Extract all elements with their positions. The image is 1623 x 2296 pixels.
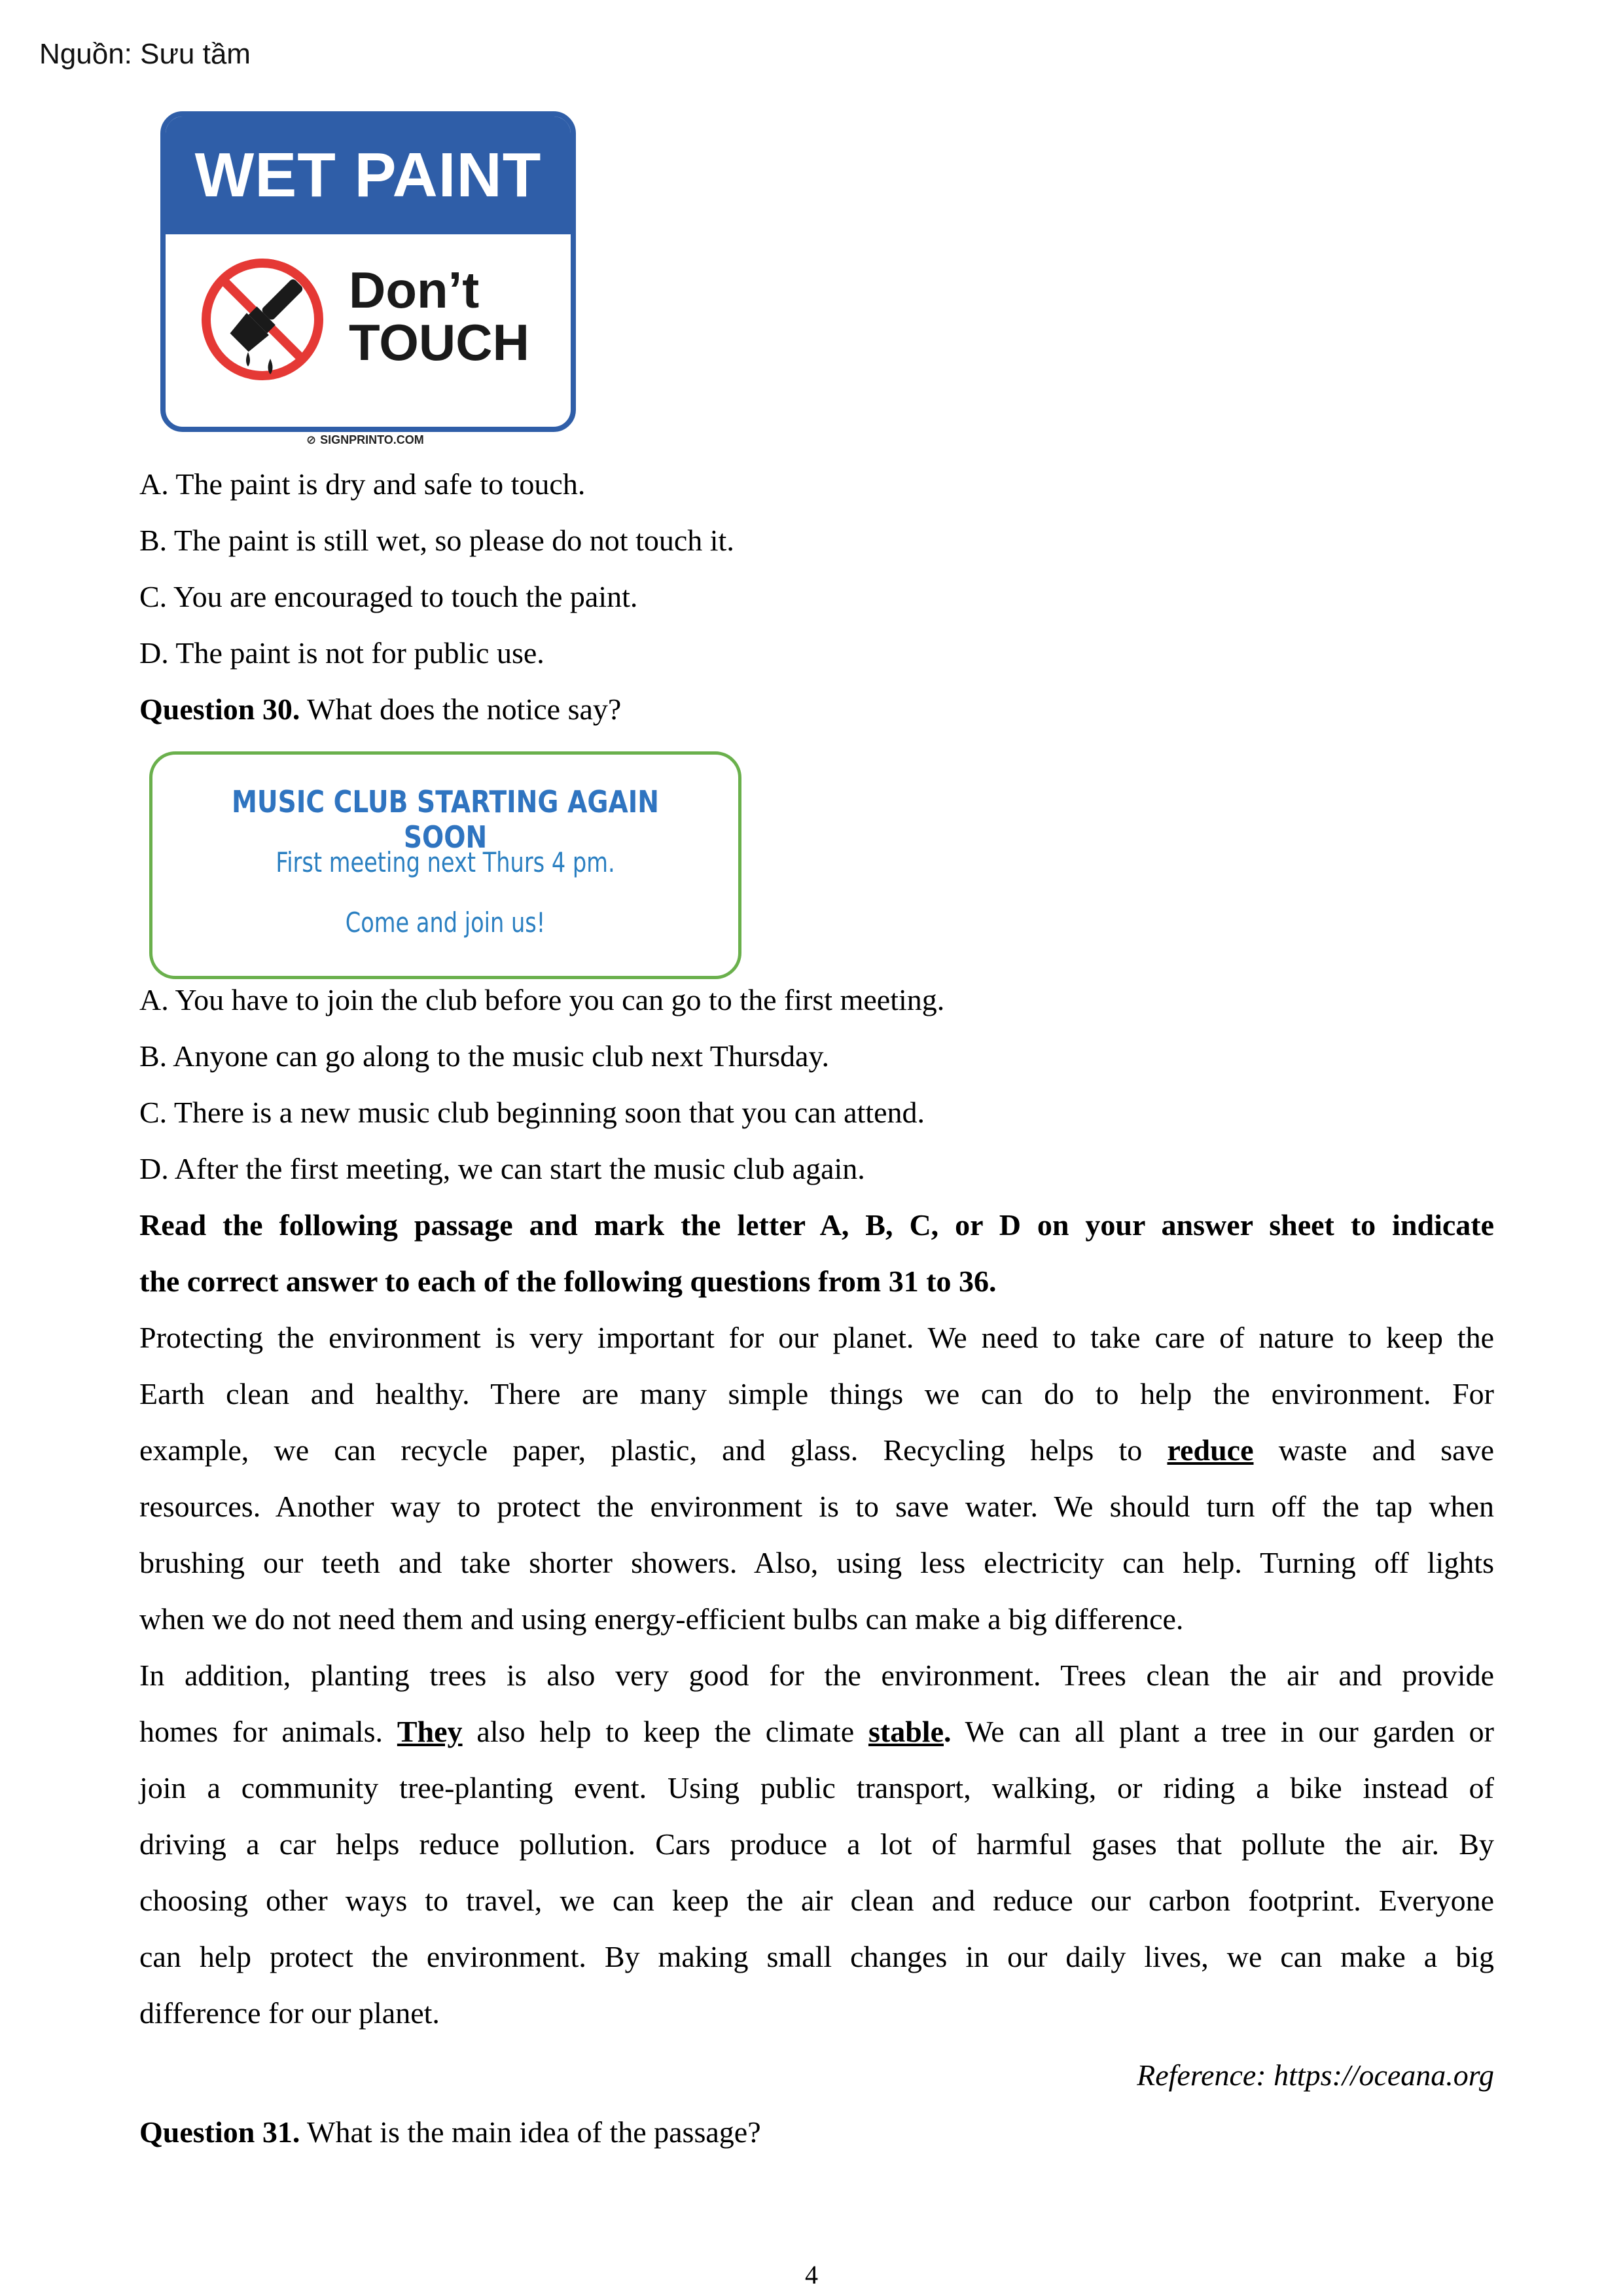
page-number: 4 [805,2260,818,2289]
sign-credit-text: SIGNPRINTO.COM [320,433,424,446]
underlined-word-they: They [397,1715,463,1748]
passage-p1-line-2: Earth clean and healthy. There are many simple things we can do to help the environment. For [139,1377,1494,1410]
passage-p2-line-2c: We can all plant a tree in our garden or [951,1715,1495,1748]
passage-p2-line-6: can help protect the environment. By making small changes in our daily lives, we can make a big [139,1940,1494,1973]
passage-p2-line-3: join a community tree-planting event. Using public transport, walking, or riding a bike instead of [139,1771,1494,1804]
q29-option-b: B. The paint is still wet, so please do not touch it. [139,524,734,557]
underlined-word-reduce: reduce [1167,1433,1254,1467]
passage-p1-line-5: brushing our teeth and take shorter showers. Also, using less electricity can help. Turning off lights [139,1546,1494,1579]
question-30-text: What does the notice say? [300,692,622,726]
music-club-notice [149,751,741,979]
question-30-label: Question 30. [139,692,300,726]
q29-option-a: A. The paint is dry and safe to touch. [139,467,586,501]
link-icon: ⊘ [306,433,317,446]
q30-option-d: D. After the first meeting, we can start the music club again. [139,1152,865,1185]
no-touch-paintbrush-icon [197,254,328,385]
passage-p1-line-1: Protecting the environment is very important for our planet. We need to take care of nature to keep the [139,1321,1494,1354]
passage-p2-line-2b: also help to keep the climate [462,1715,868,1748]
question-31-text: What is the main idea of the passage? [300,2115,761,2149]
passage-p1-line-6: when we do not need them and using energy-efficient bulbs can make a big difference. [139,1602,1184,1636]
q30-option-a: A. You have to join the club before you can go to the first meeting. [139,983,945,1016]
sign-line-2: TOUCH [349,314,529,371]
passage-p1-line-3b: waste and save [1253,1433,1495,1467]
question-31 [139,2114,1494,2151]
instruction-text-2: the correct answer to each of the following questions from 31 to 36. [139,1265,997,1298]
passage-p1-line-3 [139,1432,1494,1469]
passage-p2-line-5: choosing other ways to travel, we can keep the air clean and reduce our carbon footprint. Everyone [139,1884,1494,1917]
question-30 [139,691,1494,728]
q30-option-c: C. There is a new music club beginning soon that you can attend. [139,1096,925,1129]
passage-p2-line-4: driving a car helps reduce pollution. Cars produce a lot of harmful gases that pollute the air. By [139,1827,1494,1861]
passage-p1-line-3a: example, we can recycle paper, plastic, and glass. Recycling helps to [139,1433,1168,1467]
sign-message [349,261,529,371]
notice-line-2: First meeting next Thurs 4 pm. [276,846,615,878]
source-note: Nguồn: Sưu tầm [39,38,251,70]
reference: Reference: https://oceana.org [1137,2058,1494,2092]
notice-title: MUSIC CLUB STARTING AGAIN SOON [231,784,659,855]
question-31-label: Question 31. [139,2115,300,2149]
instruction-line-1 [139,1207,1494,1244]
underlined-word-stable: stable [868,1715,944,1748]
sign-title: WET PAINT [166,117,571,234]
stable-period: . [943,1715,952,1748]
q29-option-c: C. You are encouraged to touch the paint. [139,580,638,613]
passage-p1-line-4: resources. Another way to protect the environment is to save water. We should turn off the tap when [139,1490,1494,1523]
instruction-line-2 [139,1263,1494,1300]
sign-line-1: Don’t [349,261,480,319]
instruction-text-1: Read the following passage and mark the letter A, B, C, or D on your answer sheet to indicate [139,1208,1494,1242]
passage-p2-line-2a: homes for animals. [139,1715,397,1748]
passage-p2-line-7: difference for our planet. [139,1996,440,2030]
notice-line-3: Come and join us! [345,906,546,939]
passage-p2-line-1: In addition, planting trees is also very good for the environment. Trees clean the air and provide [139,1659,1494,1692]
q29-option-d: D. The paint is not for public use. [139,636,544,670]
wet-paint-sign [160,111,576,432]
passage-p2-line-2 [139,1713,1494,1750]
q30-option-b: B. Anyone can go along to the music club next Thursday. [139,1039,829,1073]
sign-credit [306,433,424,447]
